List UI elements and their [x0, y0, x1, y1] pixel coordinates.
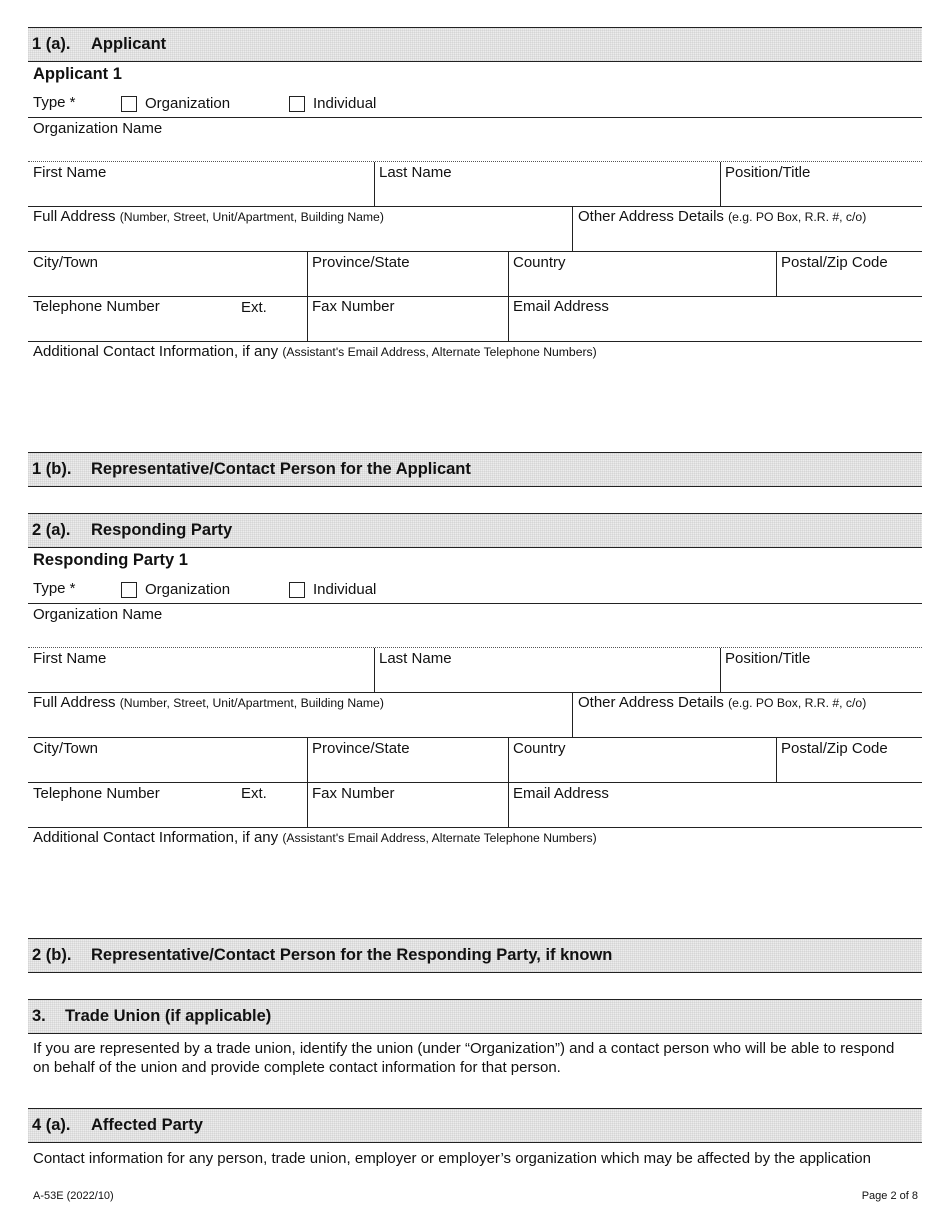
position-title-label: Position/Title [725, 164, 811, 181]
section-title: Applicant [91, 35, 167, 53]
type-label: Type * [33, 94, 76, 111]
respondent-organization-checkbox[interactable] [121, 582, 137, 598]
fax-label: Fax Number [312, 298, 395, 315]
section-title: Trade Union (if applicable) [65, 1007, 272, 1025]
first-name-label: First Name [33, 650, 107, 667]
trade-union-instructions: If you are represented by a trade union, identify the union (under “Organization”) and a contact person who will be able to respond on behalf of the union and provide complete contact information for that person. [33, 1040, 895, 1076]
respondent-individual-checkbox[interactable] [289, 582, 305, 598]
postal-code-label: Postal/Zip Code [781, 740, 888, 757]
ext-label: Ext. [241, 785, 267, 802]
last-name-label: Last Name [379, 164, 452, 181]
organization-name-label: Organization Name [33, 120, 163, 137]
province-label: Province/State [312, 254, 410, 271]
organization-name-label: Organization Name [33, 606, 163, 623]
postal-code-label: Postal/Zip Code [781, 254, 888, 271]
section-1a-header [28, 27, 922, 62]
section-1b-header [28, 452, 922, 487]
responding-party-1-heading: Responding Party 1 [33, 551, 188, 569]
full-address-label: Full Address (Number, Street, Unit/Apartment, Building Name) [33, 694, 384, 711]
telephone-label: Telephone Number [33, 785, 160, 802]
additional-info-label: Additional Contact Information, if any (Assistant's Email Address, Alternate Telephone Numbers) [33, 829, 597, 846]
form-id: A-53E (2022/10) [33, 1190, 114, 1202]
section-3-header [28, 999, 922, 1034]
section-number: 1 (b). [32, 460, 72, 478]
other-address-label: Other Address Details (e.g. PO Box, R.R. #, c/o) [578, 694, 867, 711]
first-name-label: First Name [33, 164, 107, 181]
ext-label: Ext. [241, 299, 267, 316]
section-number: 3. [32, 1007, 46, 1025]
city-label: City/Town [33, 254, 99, 271]
section-2a-header [28, 513, 922, 548]
individual-option-label: Individual [313, 581, 377, 598]
section-title: Representative/Contact Person for the Applicant [91, 460, 471, 478]
last-name-label: Last Name [379, 650, 452, 667]
affected-party-instructions: Contact information for any person, trade union, employer or employer’s organization which may be affected by the application [33, 1150, 871, 1167]
full-address-label: Full Address (Number, Street, Unit/Apartment, Building Name) [33, 208, 384, 225]
country-label: Country [513, 254, 566, 271]
section-number: 4 (a). [32, 1116, 71, 1134]
section-number: 2 (a). [32, 521, 71, 539]
section-number: 1 (a). [32, 35, 71, 53]
applicant-1-heading: Applicant 1 [33, 65, 122, 83]
organization-option-label: Organization [145, 95, 231, 112]
country-label: Country [513, 740, 566, 757]
section-title: Affected Party [91, 1116, 203, 1134]
province-label: Province/State [312, 740, 410, 757]
email-label: Email Address [513, 298, 609, 315]
applicant-individual-checkbox[interactable] [289, 96, 305, 112]
additional-info-label: Additional Contact Information, if any (Assistant's Email Address, Alternate Telephone Numbers) [33, 343, 597, 360]
section-4a-header [28, 1108, 922, 1143]
position-title-label: Position/Title [725, 650, 811, 667]
other-address-label: Other Address Details (e.g. PO Box, R.R. #, c/o) [578, 208, 867, 225]
section-title: Representative/Contact Person for the Responding Party, if known [91, 946, 613, 964]
applicant-organization-checkbox[interactable] [121, 96, 137, 112]
email-label: Email Address [513, 785, 609, 802]
individual-option-label: Individual [313, 95, 377, 112]
page-number: Page 2 of 8 [861, 1190, 918, 1202]
section-title: Responding Party [91, 521, 233, 539]
section-2b-header [28, 938, 922, 973]
type-label: Type * [33, 580, 76, 597]
organization-option-label: Organization [145, 581, 231, 598]
fax-label: Fax Number [312, 785, 395, 802]
telephone-label: Telephone Number [33, 298, 160, 315]
section-number: 2 (b). [32, 946, 72, 964]
city-label: City/Town [33, 740, 99, 757]
